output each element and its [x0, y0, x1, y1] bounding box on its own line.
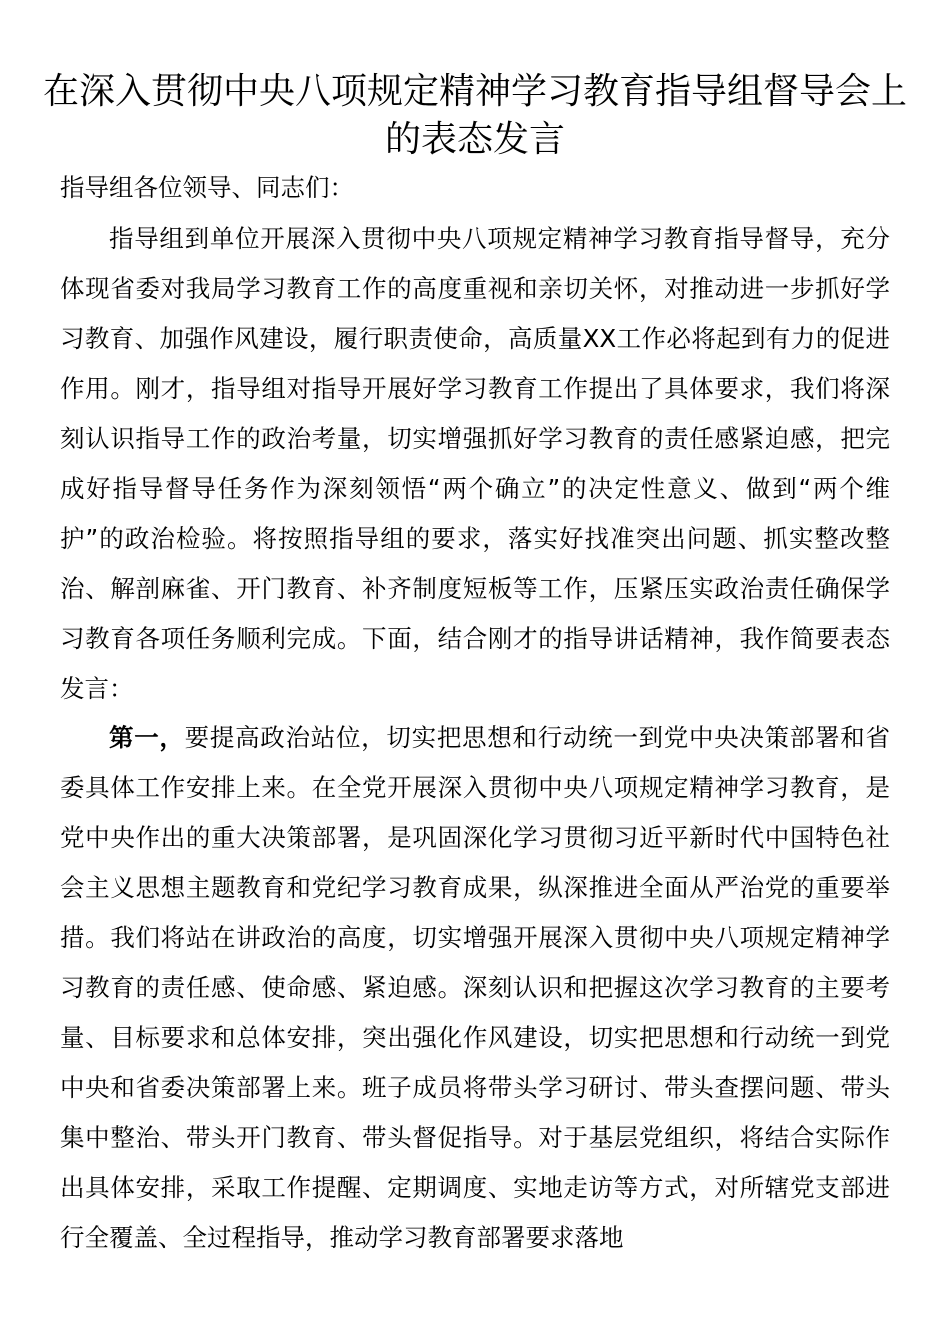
paragraph-2-text: 要提高政治站位，切实把思想和行动统一到党中央决策部署和省委具体工作安排上来。在全党开展深入贯彻中央八项规定精神学习教育，是党中央作出的重大决策部署，是巩固深化学习贯彻习近平新时代中国特色社会主义思想主题教育和党纪学习教育成果，纵深推进全面从严治党的重要举措。我们将站在讲政治的高度，切实增强开展深入贯彻中央八项规定精神学习教育的责任感、使命感、紧迫感。深刻认识和把握这次学习教育的主要考量、目标要求和总体安排，突出强化作风建设，切实把思想和行动统一到党中央和省委决策部署上来。班子成员将带头学习研讨、带头查摆问题、带头集中整治、带头开门教育、带头督促指导。对于基层党组织，将结合实际作出具体安排，采取工作提醒、定期调度、实地走访等方式，对所辖党支部进行全覆盖、全过程指导，推动学习教育部署要求落地	[60, 723, 891, 1252]
salutation: 指导组各位领导、同志们：	[60, 173, 354, 202]
document-title: 在深入贯彻中央八项规定精神学习教育指导组督导会上的表态发言	[42, 71, 907, 160]
paragraph-1	[60, 214, 890, 714]
paragraph-2	[60, 713, 890, 1263]
paragraph-1-text: 指导组到单位开展深入贯彻中央八项规定精神学习教育指导督导，充分体现省委对我局学习教育工作的高度重视和亲切关怀，对推动进一步抓好学习教育、加强作风建设，履行职责使命，高质量XX工作必将起到有力的促进作用。刚才，指导组对指导开展好学习教育工作提出了具体要求，我们将深刻认识指导工作的政治考量，切实增强抓好学习教育的责任感紧迫感，把完成好指导督导任务作为深刻领悟“两个确立”的决定性意义、做到“两个维护”的政治检验。将按照指导组的要求，落实好找准突出问题、抓实整改整治、解剖麻雀、开门教育、补齐制度短板等工作，压紧压实政治责任确保学习教育各项任务顺利完成。下面，结合刚才的指导讲话精神，我作简要表态发言：	[60, 224, 890, 703]
paragraph-2-lead: 第一，	[109, 723, 185, 752]
